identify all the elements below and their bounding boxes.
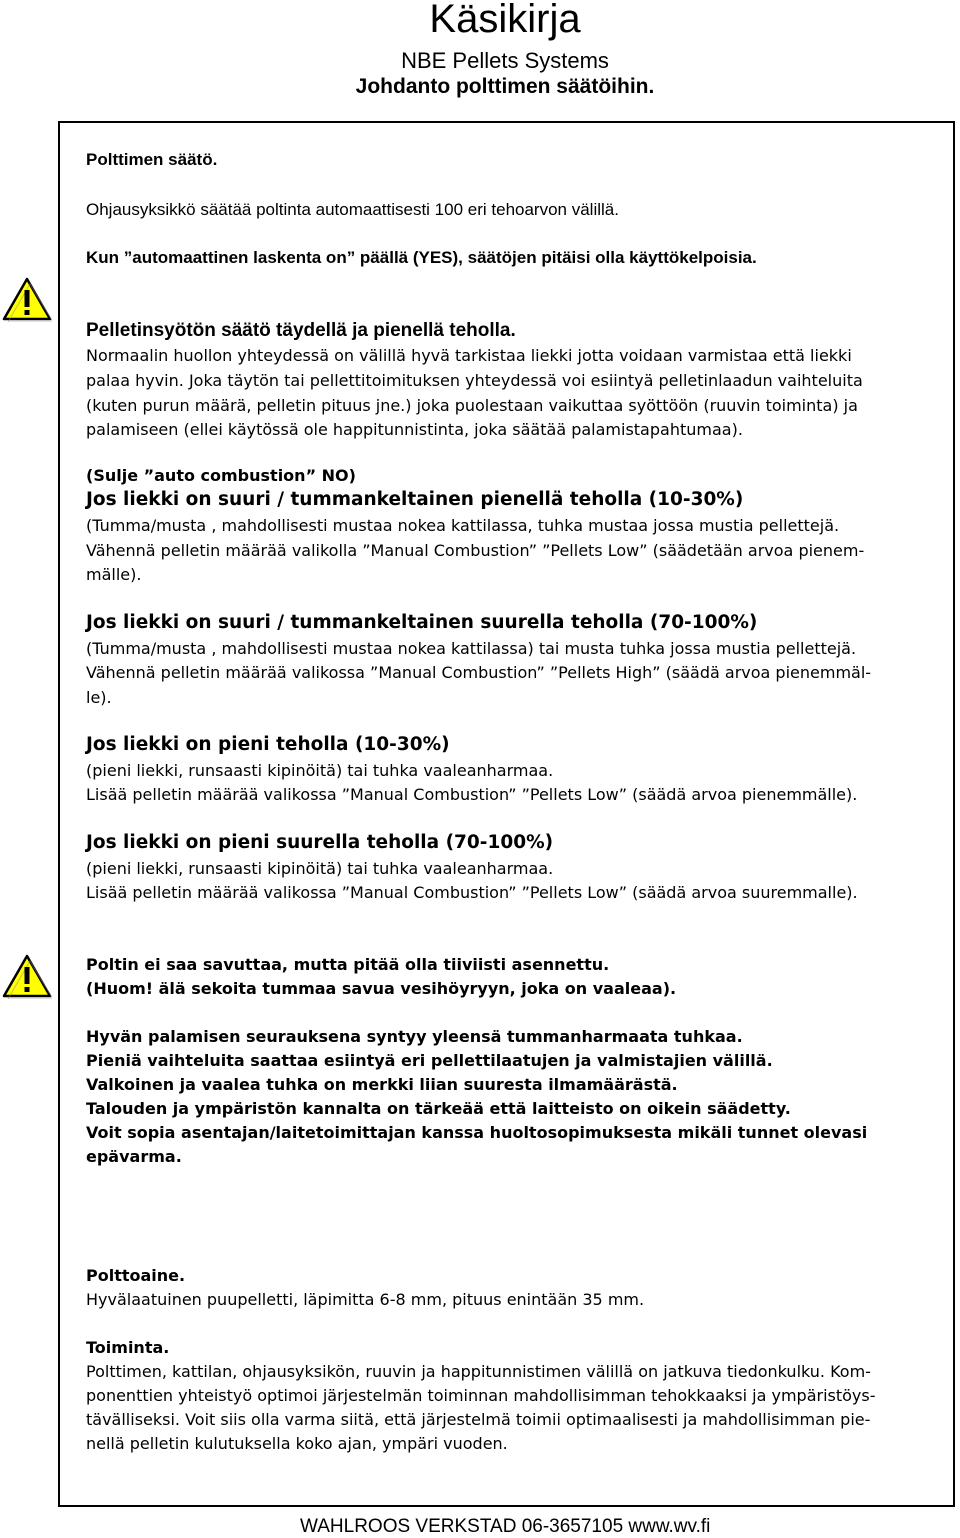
paragraph-line: Normaalin huollon yhteydessä on välillä hyvä tarkistaa liekki jotta voidaan varmistaa että liekki xyxy=(86,346,852,365)
heading-burner-adjustment: Polttimen säätö. xyxy=(86,150,218,169)
paragraph-line: Hyvälaatuinen puupelletti, läpimitta 6-8 mm, pituus enintään 35 mm. xyxy=(86,1290,645,1309)
bold-note: Pieniä vaihteluita saattaa esiintyä eri pellettilaatujen ja valmistajien välillä. xyxy=(86,1051,773,1070)
document-section-title: Johdanto polttimen säätöihin. xyxy=(355,75,655,98)
paragraph-line: Lisää pelletin määrää valikossa ”Manual Combustion” ”Pellets Low” (säädä arvoa pienemmälle). xyxy=(86,785,858,804)
heading-large-flame-low-power: Jos liekki on suuri / tummankeltainen pienellä teholla (10-30%) xyxy=(86,489,744,510)
bold-note: Talouden ja ympäristön kannalta on tärkeää että laitteisto on oikein säädetty. xyxy=(86,1099,791,1118)
paragraph-line: (pieni liekki, runsaasti kipinöitä) tai tuhka vaaleanharmaa. xyxy=(86,859,554,878)
heading-fuel: Polttoaine. xyxy=(86,1266,186,1285)
page-footer: WAHLROOS VERKSTAD 06-3657105 www.wv.fi xyxy=(300,1516,711,1537)
document-title: Käsikirja xyxy=(429,0,581,41)
heading-small-flame-high-power: Jos liekki on pieni suurella teholla (70-100%) xyxy=(86,832,554,853)
paragraph-line: palamiseen (ellei käytössä ole happitunnistinta, joka säätää palamistapahtumaa). xyxy=(86,420,743,439)
paragraph-line: ponenttien yhteistyö optimoi järjestelmän toiminnan mahdollisimman tehokkaaksi ja ympäristöys- xyxy=(86,1386,876,1405)
warning-triangle-icon xyxy=(2,953,52,999)
paragraph-line: (Tumma/musta , mahdollisesti mustaa nokea kattilassa, tuhka mustaa jossa mustia pellettejä. xyxy=(86,516,840,535)
bold-note: Hyvän palamisen seurauksena syntyy yleensä tummanharmaata tuhkaa. xyxy=(86,1027,743,1046)
bold-note: Voit sopia asentajan/laitetoimittajan kanssa huoltosopimuksesta mikäli tunnet olevasi xyxy=(86,1123,868,1142)
document-subtitle: NBE Pellets Systems xyxy=(401,48,609,73)
heading-operation: Toiminta. xyxy=(86,1338,170,1357)
warning-text: (Huom! älä sekoita tummaa savua vesihöyryyn, joka on vaaleaa). xyxy=(86,979,677,998)
warning-triangle-icon xyxy=(2,276,52,322)
paragraph-line: Lisää pelletin määrää valikossa ”Manual Combustion” ”Pellets Low” (säädä arvoa suuremmalle). xyxy=(86,883,858,902)
paragraph-line: (pieni liekki, runsaasti kipinöitä) tai tuhka vaaleanharmaa. xyxy=(86,761,554,780)
paragraph-line: Vähennä pelletin määrää valikossa ”Manual Combustion” ”Pellets High” (säädä arvoa pienemmäl- xyxy=(86,663,872,682)
auto-combustion-note: (Sulje ”auto combustion” NO) xyxy=(86,466,356,485)
bold-note: epävarma. xyxy=(86,1147,182,1166)
paragraph-line: nellä pelletin kulutuksella koko ajan, ympäri vuoden. xyxy=(86,1434,508,1453)
heading-small-flame-low-power: Jos liekki on pieni teholla (10-30%) xyxy=(86,734,450,755)
heading-pellet-feed: Pelletinsyötön säätö täydellä ja pienellä teholla. xyxy=(86,320,516,341)
paragraph-line: le). xyxy=(86,688,112,707)
text-line-bold: Kun ”automaattinen laskenta on” päällä (YES), säätöjen pitäisi olla käyttökelpoisia. xyxy=(86,248,757,267)
paragraph-line: Polttimen, kattilan, ohjausyksikön, ruuvin ja happitunnistimen välillä on jatkuva tiedonkulku. Kom- xyxy=(86,1362,871,1381)
paragraph-line: (Tumma/musta , mahdollisesti mustaa nokea kattilassa) tai musta tuhka jossa mustia pellettejä. xyxy=(86,639,857,658)
paragraph-line: Vähennä pelletin määrää valikolla ”Manual Combustion” ”Pellets Low” (säädetään arvoa pienem- xyxy=(86,541,865,560)
heading-large-flame-high-power: Jos liekki on suuri / tummankeltainen suurella teholla (70-100%) xyxy=(86,612,758,633)
bold-note: Valkoinen ja vaalea tuhka on merkki liian suuresta ilmamäärästä. xyxy=(86,1075,678,1094)
paragraph-line: palaa hyvin. Joka täytön tai pellettitoimituksen yhteydessä voi esiintyä pelletinlaadun vaihteluita xyxy=(86,371,863,390)
paragraph-line: mälle). xyxy=(86,565,142,584)
text-line: Ohjausyksikkö säätää poltinta automaattisesti 100 eri tehoarvon välillä. xyxy=(86,200,619,219)
paragraph-line: (kuten purun määrä, pelletin pituus jne.) joka puolestaan vaikuttaa syöttöön (ruuvin toiminta) ja xyxy=(86,396,858,415)
paragraph-line: tävälliseksi. Voit siis olla varma siitä, että järjestelmä toimii optimaalisesti ja mahdollisimman pie- xyxy=(86,1410,871,1429)
warning-text: Poltin ei saa savuttaa, mutta pitää olla tiiviisti asennettu. xyxy=(86,955,610,974)
